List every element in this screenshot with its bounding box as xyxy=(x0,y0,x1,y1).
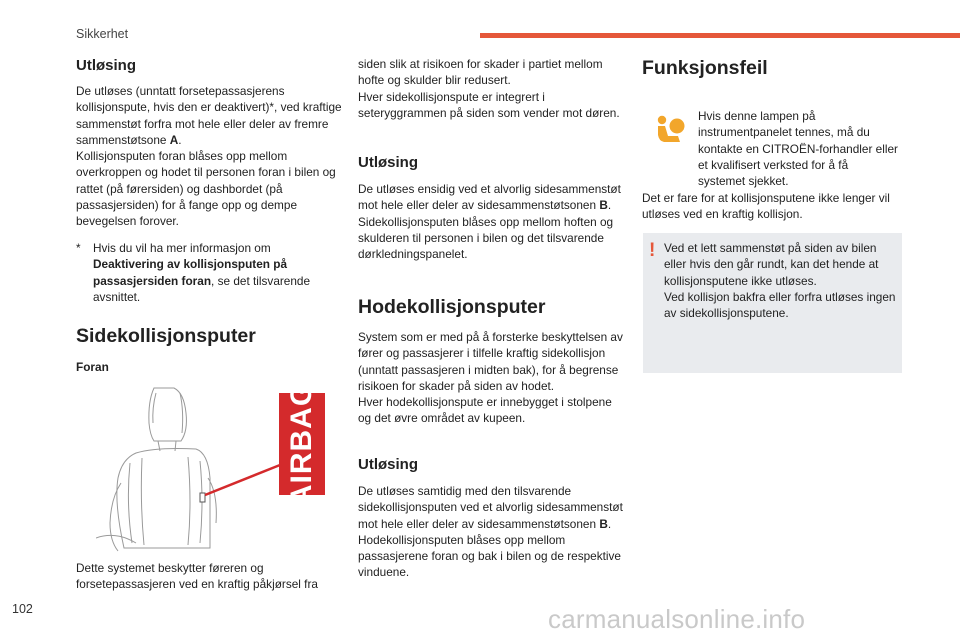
watermark: carmanualsonline.info xyxy=(548,604,806,634)
paragraph-side-integrated: Hver sidekollisjonspute er integrert i seteryggrammen på siden som vender mot døren. xyxy=(358,89,620,120)
heading-utlosing-head: Utløsing xyxy=(358,456,418,473)
airbag-pointer-line xyxy=(205,465,280,495)
paragraph-front-inflate: Kollisjonsputen foran blåses opp mellom overkroppen og hodet til personen foran i bilen og rattet (på førersiden) og dashbordet (på passasjersiden) for å fange opp og dempe bevegelsen forover. xyxy=(76,149,336,229)
side-airbag-marker xyxy=(200,493,205,502)
paragraph-side-protects: Dette systemet beskytter føreren og forsetepassasjeren ved en kraftig påkjørsel fra xyxy=(76,561,318,592)
paragraph-head-deploy: De utløses samtidig med den tilsvarende sidekollisjonsputen ved et alvorlig sidesammenstøt mot hele eller deler av sidesammenstøtsonen B. xyxy=(358,484,623,531)
paragraph-side-risk: siden slik at risikoen for skader i partiet mellom hofte og skulder blir redusert. xyxy=(358,57,603,88)
text-block-head xyxy=(358,329,624,427)
heading-sidekollisjonsputer: Sidekollisjonsputer xyxy=(76,325,256,347)
paragraph-head-integrated: Hver hodekollisjonspute er innebygget i stolpene og det øvre området av kupeen. xyxy=(358,395,612,426)
footnote: * Hvis du vil ha mer informasjon om Deaktivering av kollisjonsputen på passasjersiden foran, se det tilsvarende avsnittet. xyxy=(76,241,311,304)
paragraph-side-deploy: De utløses ensidig ved et alvorlig sidesammenstøt mot hele eller deler av sidesammenstøtsonen B. xyxy=(358,182,621,213)
paragraph-side-inflate: Sidekollisjonsputen blåses opp mellom hoften og skulderen til personen i bilen og det tilsvarende dørkledningspanelet. xyxy=(358,214,614,262)
warning-line-2: Ved kollisjon bakfra eller forfra utløses ingen av sidekollisjonsputene. xyxy=(664,289,896,321)
section-label: Sikkerhet xyxy=(76,27,129,41)
warning-exclamation-icon: ! xyxy=(649,240,656,261)
paragraph-malfunction-risk: Det er fare for at kollisjonsputene ikke lenger vil utløses ved en kraftig kollisjon. xyxy=(642,191,890,222)
heading-utlosing-front: Utløsing xyxy=(76,57,136,74)
paragraph-lamp: Hvis denne lampen på instrumentpanelet tennes, må du kontakte en CITROËN-forhandler eller et kvalifisert verksted for å få systemet sjekket. xyxy=(698,109,898,189)
text-block-front-deploy xyxy=(76,83,342,230)
heading-hodekollisjonsputer: Hodekollisjonsputer xyxy=(358,296,546,318)
paragraph-head-system: System som er med på å forsterke beskyttelsen av fører og passasjerer i tilfelle kraftig sidekollisjon (unntatt passasjeren i midten bak), for å begrense risikoen for skader på siden av hodet. xyxy=(358,330,623,393)
airbag-label: AIRBAG xyxy=(285,381,318,507)
heading-utlosing-side: Utløsing xyxy=(358,154,418,171)
zone-b: B xyxy=(599,198,608,213)
text-block-side-intro xyxy=(358,56,624,121)
heading-funksjonsfeil: Funksjonsfeil xyxy=(642,57,768,79)
page-number: 102 xyxy=(12,602,33,616)
warning-text xyxy=(664,240,896,321)
airbag-warning-lamp-icon xyxy=(650,111,690,151)
text-block-head-deploy xyxy=(358,483,624,581)
paragraph-front-deploy: De utløses (unntatt forsetepassasjerens kollisjonspute, hvis den er deaktivert)*, ved kraftige sammenstøt forfra mot hele eller deler av fremre sammenstøtsone A. xyxy=(76,84,342,147)
paragraph-head-inflate: Hodekollisjonsputen blåses opp mellom passasjerene foran og bak i bilen og de respektive vinduene. xyxy=(358,532,621,580)
warning-line-1: Ved et lett sammenstøt på siden av bilen eller hvis den går rundt, kan det hende at kollisjonsputene ikke utløses. xyxy=(664,241,879,288)
footnote-link-text: Deaktivering av kollisjonsputen på passasjersiden foran xyxy=(93,257,288,288)
footnote-star: * xyxy=(76,241,81,255)
text-block-side-deploy xyxy=(358,181,624,262)
zone-a: A xyxy=(169,132,179,147)
header-accent-bar xyxy=(480,33,960,38)
subheading-foran: Foran xyxy=(76,360,109,374)
zone-b-2: B xyxy=(599,516,608,531)
